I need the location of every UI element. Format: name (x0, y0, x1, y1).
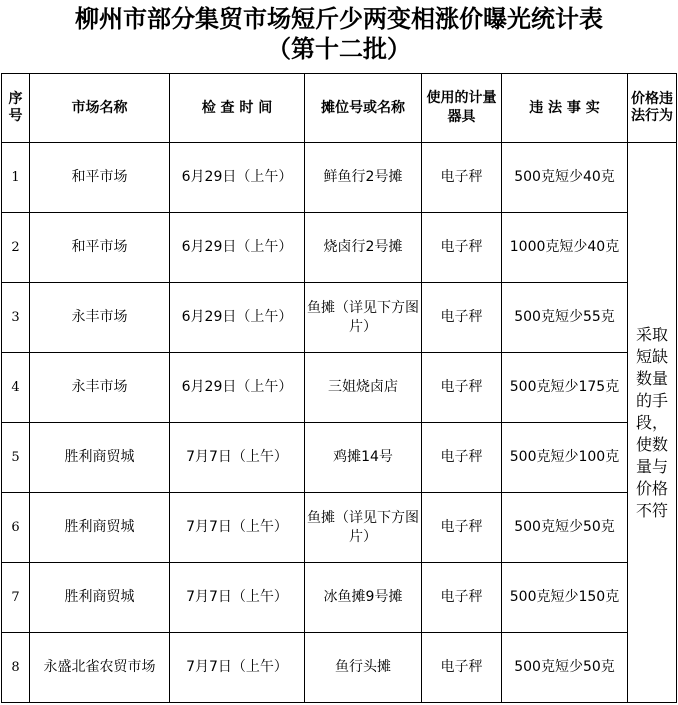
row-seq: 6 (2, 493, 30, 563)
row-stall: 鱼行头摊 (305, 633, 422, 703)
header-row (2, 74, 677, 143)
row-time: 7月7日（上午） (170, 633, 305, 703)
row-stall: 烧卤行2号摊 (305, 213, 422, 283)
row-device: 电子秤 (422, 143, 502, 213)
row-market: 和平市场 (30, 143, 170, 213)
row-market: 和平市场 (30, 213, 170, 283)
row-seq: 5 (2, 423, 30, 493)
row-stall: 三姐烧卤店 (305, 353, 422, 423)
row-market: 永盛北雀农贸市场 (30, 633, 170, 703)
row-seq: 2 (2, 213, 30, 283)
row-time: 6月29日（上午） (170, 143, 305, 213)
table-row (2, 563, 677, 633)
header-behavior: 价格违法行为 (628, 74, 677, 143)
header-seq: 序号 (2, 74, 30, 143)
table-row (2, 423, 677, 493)
title-line-1: 柳州市部分集贸市场短斤少两变相涨价曝光统计表 (75, 5, 603, 33)
header-fact: 违 法 事 实 (502, 74, 628, 143)
row-fact: 1000克短少40克 (502, 213, 628, 283)
header-device: 使用的计量器具 (422, 74, 502, 143)
row-time: 7月7日（上午） (170, 563, 305, 633)
row-time: 7月7日（上午） (170, 493, 305, 563)
title-line-2: （第十二批） (267, 35, 411, 63)
row-market: 永丰市场 (30, 283, 170, 353)
row-stall: 鱼摊（详见下方图片） (305, 283, 422, 353)
row-device: 电子秤 (422, 213, 502, 283)
row-seq: 1 (2, 143, 30, 213)
row-fact: 500克短少150克 (502, 563, 628, 633)
table-row (2, 213, 677, 283)
row-seq: 8 (2, 633, 30, 703)
header-stall: 摊位号或名称 (305, 74, 422, 143)
row-market: 胜利商贸城 (30, 423, 170, 493)
row-stall: 鲜鱼行2号摊 (305, 143, 422, 213)
row-stall: 冰鱼摊9号摊 (305, 563, 422, 633)
table-row (2, 353, 677, 423)
row-device: 电子秤 (422, 423, 502, 493)
table-row (2, 143, 677, 213)
row-fact: 500克短少40克 (502, 143, 628, 213)
row-seq: 4 (2, 353, 30, 423)
row-device: 电子秤 (422, 283, 502, 353)
row-seq: 3 (2, 283, 30, 353)
row-time: 6月29日（上午） (170, 283, 305, 353)
row-device: 电子秤 (422, 563, 502, 633)
row-fact: 500克短少175克 (502, 353, 628, 423)
row-fact: 500克短少55克 (502, 283, 628, 353)
row-time: 7月7日（上午） (170, 423, 305, 493)
table-row (2, 633, 677, 703)
row-stall: 鱼摊（详见下方图片） (305, 493, 422, 563)
row-fact: 500克短少50克 (502, 633, 628, 703)
table-row (2, 493, 677, 563)
row-market: 胜利商贸城 (30, 493, 170, 563)
row-market: 胜利商贸城 (30, 563, 170, 633)
table-row (2, 283, 677, 353)
row-seq: 7 (2, 563, 30, 633)
header-time: 检 查 时 间 (170, 74, 305, 143)
row-fact: 500克短少100克 (502, 423, 628, 493)
row-fact: 500克短少50克 (502, 493, 628, 563)
page-title (0, 0, 678, 68)
exposure-table (1, 73, 677, 703)
row-market: 永丰市场 (30, 353, 170, 423)
behavior-note: 采取短缺数量的手段，使数量与价格不符 (628, 143, 677, 703)
header-market: 市场名称 (30, 74, 170, 143)
row-device: 电子秤 (422, 493, 502, 563)
row-stall: 鸡摊14号 (305, 423, 422, 493)
row-device: 电子秤 (422, 353, 502, 423)
row-device: 电子秤 (422, 633, 502, 703)
row-time: 6月29日（上午） (170, 213, 305, 283)
row-time: 6月29日（上午） (170, 353, 305, 423)
